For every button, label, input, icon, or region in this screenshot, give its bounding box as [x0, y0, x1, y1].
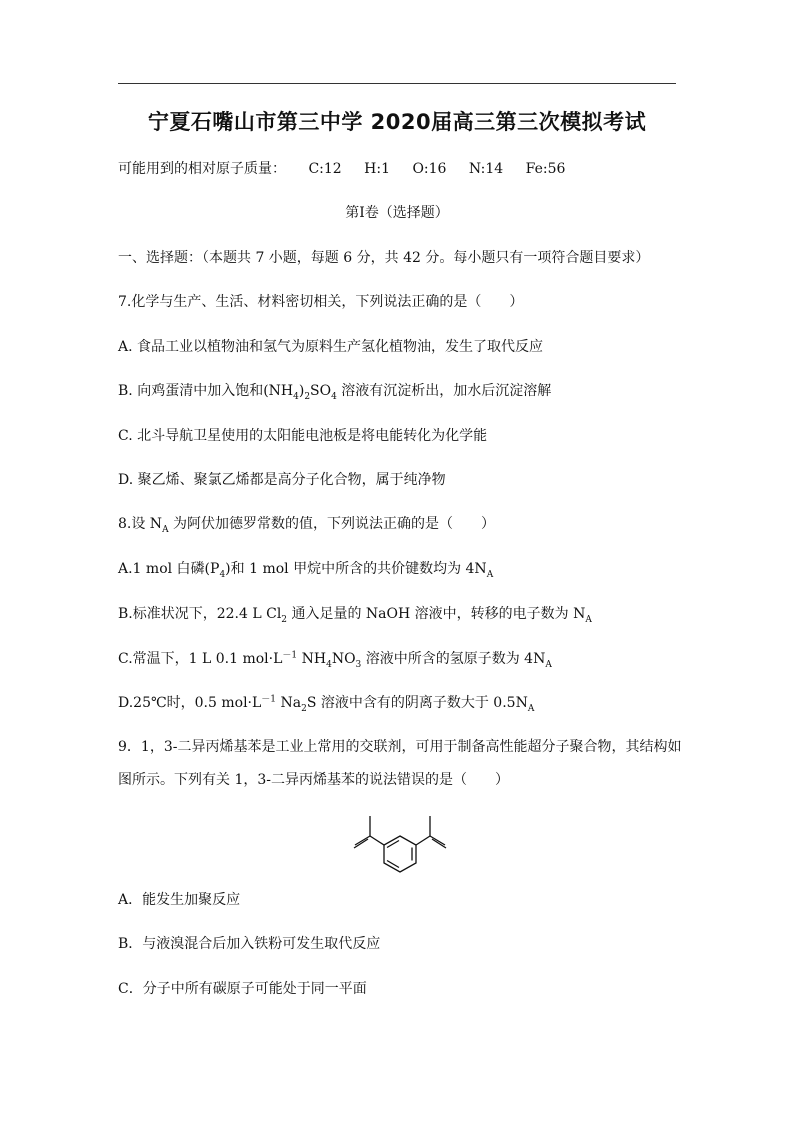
section-title: 第Ⅰ卷（选择题） — [345, 205, 449, 221]
q8-option-c: C.常温下，1 L 0.1 $mol\cdot L^{-1}$ $NH_4NO_3$ 溶液中所含的氢原子数为 $4N_A$ — [118, 650, 552, 670]
right-isopropenyl — [416, 836, 430, 845]
atomic-mass-c: C:12 — [308, 161, 342, 177]
q9-option-c: C．分子中所有碳原子可能处于同一平面 — [118, 981, 367, 997]
q9-stem-line1: 9．1，3-二异丙烯基苯是工业上常用的交联剂，可用于制备高性能超分子聚合物，其结构如 — [118, 739, 682, 755]
q9-option-b: B．与液溴混合后加入铁粉可发生取代反应 — [118, 936, 381, 952]
exam-title: 宁夏石嘴山市第三中学 2020届高三第三次模拟考试 — [147, 110, 647, 134]
atomic-mass-o: O:16 — [412, 161, 447, 177]
q8-option-b: B.标准状况下，22.4 L $Cl_2$ 通入足量的 NaOH 溶液中，转移的电子数为 $N_A$ — [118, 606, 592, 625]
q7-stem: 7.化学与生产、生活、材料密切相关，下列说法正确的是（ ） — [118, 294, 524, 310]
q7-option-a: A. 食品工业以植物油和氢气为原料生产氢化植物油，发生了取代反应 — [118, 339, 544, 355]
q9-stem-line2: 图所示。下列有关 1，3-二异丙烯基苯的说法错误的是（ ） — [118, 772, 509, 788]
section-instruction: 一、选择题：（本题共 7 小题，每题 6 分，共 42 分。每小题只有一项符合题目要求） — [118, 250, 650, 266]
q8-stem: 8.设 $N_A$ 为阿伏加德罗常数的值，下列说法正确的是（ ） — [118, 516, 496, 535]
atomic-mass-n: N:14 — [468, 161, 504, 177]
header-rule — [118, 83, 676, 84]
q8-option-a: A.1 mol 白磷$(P_4)$和 1 mol 甲烷中所含的共价键数均为 $4N_A$ — [118, 561, 494, 580]
atomic-mass-line — [118, 159, 565, 179]
q7-option-b: B. 向鸡蛋清中加入饱和$(NH_4)_2SO_4$ 溶液有沉淀析出，加水后沉淀溶解 — [118, 383, 552, 402]
benzene-ring — [384, 836, 416, 872]
atomic-mass-label: 可能用到的相对原子质量： — [118, 161, 286, 177]
atomic-mass-fe: Fe:56 — [525, 161, 566, 177]
atomic-mass-h: H:1 — [364, 161, 390, 177]
q7-option-c: C. 北斗导航卫星使用的太阳能电池板是将电能转化为化学能 — [118, 428, 488, 444]
q8-option-d: D.25℃时，0.5 $mol\cdot L^{-1}$ $Na_2S$ 溶液中含有的阴离子数大于 $0.5N_A$ — [118, 694, 535, 714]
left-isopropenyl — [370, 836, 384, 845]
q7-option-d: D. 聚乙烯、聚氯乙烯都是高分子化合物，属于纯净物 — [118, 472, 446, 488]
q9-option-a: A．能发生加聚反应 — [118, 892, 241, 908]
diisopropenylbenzene-structure — [340, 808, 460, 874]
